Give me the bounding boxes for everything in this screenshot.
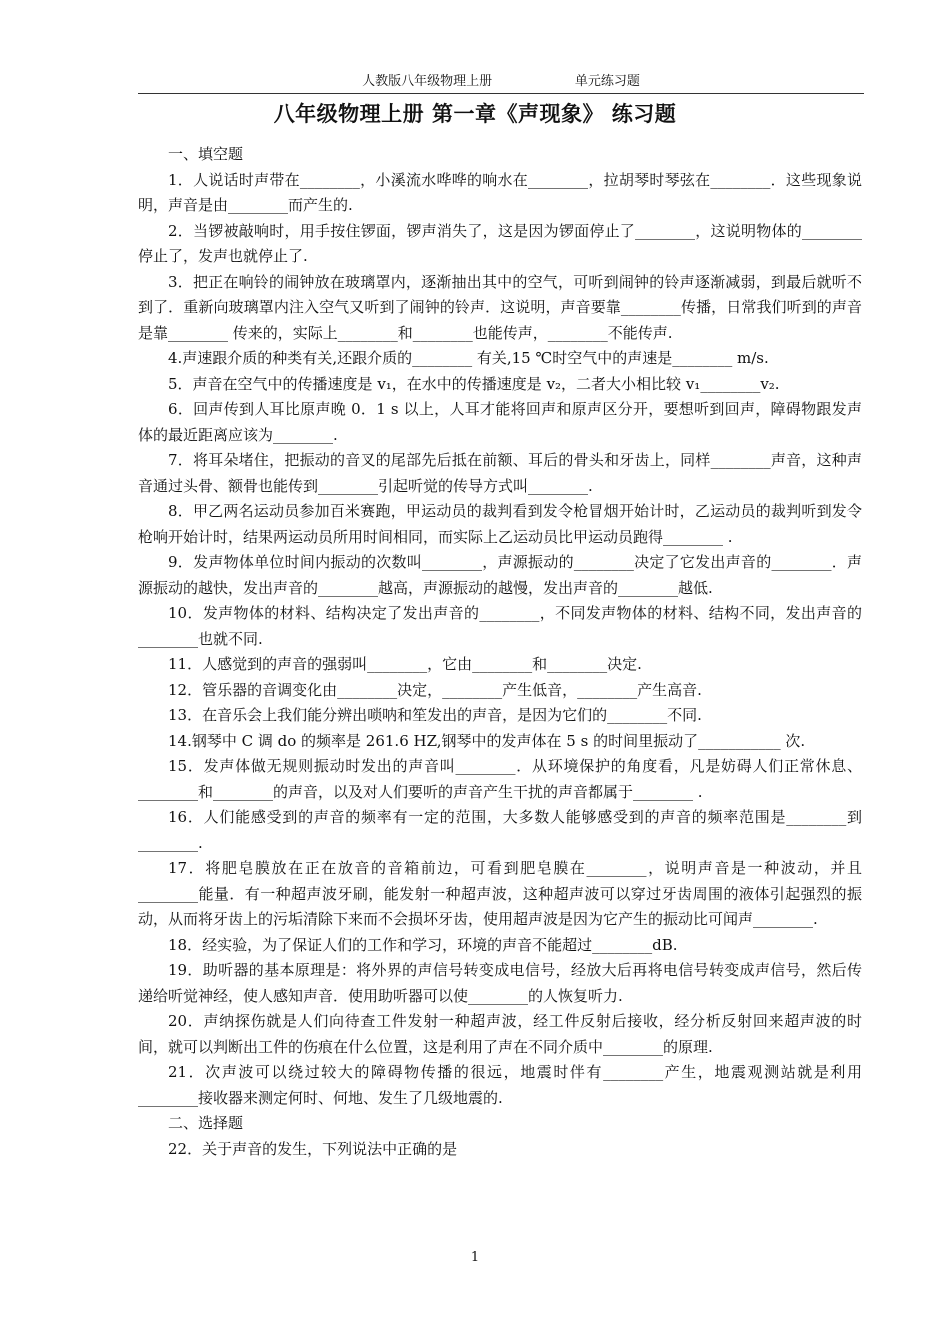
question-4: 4.声速跟介质的种类有关,还跟介质的________ 有关,15 ℃时空气中的声速是________ m/s. [168, 349, 769, 367]
question-18: 18．经实验，为了保证人们的工作和学习，环境的声音不能超过________dB. [168, 935, 678, 954]
document-body [138, 142, 862, 1162]
header-right: 单元练习题 [574, 74, 640, 89]
question-3: 3．把正在响铃的闹钟放在玻璃罩内，逐渐抽出其中的空气，可听到闹钟的铃声逐渐减弱，到最后就听不到了．重新向玻璃罩内注入空气又听到了闹钟的铃声．这说明，声音要靠________传播，日常我们听到的声音是靠________ 传来的，实际上________和________也能传声，________不能传声. [138, 272, 862, 342]
question-9: 9．发声物体单位时间内振动的次数叫________，声源振动的________决定了它发出声音的________．声源振动的越快，发出声音的________越高，声源振动的越慢，发出声音的________越低. [138, 553, 862, 597]
question-17: 17．将肥皂膜放在正在放音的音箱前边，可看到肥皂膜在________，说明声音是一种波动，并且________能量．有一种超声波牙刷，能发射一种超声波，这种超声波可以穿过牙齿周围的液体引起强烈的振动，从而将牙齿上的污垢清除下来而不会损坏牙齿，使用超声波是因为它产生的振动比可闻声________. [138, 859, 862, 928]
question-6: 6．回声传到人耳比原声晚 0．1 s 以上，人耳才能将回声和原声区分开，要想听到回声，障碍物跟发声体的最近距离应该为________. [138, 400, 862, 444]
question-21: 21．次声波可以绕过较大的障碍物传播的很远，地震时伴有________产生，地震观测站就是利用________接收器来测定何时、何地、发生了几级地震的. [138, 1063, 862, 1107]
page-number: 1 [470, 1250, 480, 1265]
question-14: 14.钢琴中 C 调 do 的频率是 261.6 HZ,钢琴中的发声体在 5 s 的时间里振动了___________ 次. [168, 731, 806, 750]
header-left: 人教版八年级物理上册 [362, 74, 493, 89]
question-15: 15．发声体做无规则振动时发出的声音叫________．从环境保护的角度看，凡是妨碍人们正常休息、________和________的声音，以及对人们要听的声音产生干扰的声音都属于________ . [138, 757, 862, 801]
question-19: 19．助听器的基本原理是：将外界的声信号转变成电信号，经放大后再将电信号转变成声信号，然后传递给听觉神经，使人感知声音．使用助听器可以使________的人恢复听力. [138, 961, 862, 1005]
question-12: 12．管乐器的音调变化由________决定，________产生低音，________产生高音. [168, 680, 702, 699]
question-10: 10．发声物体的材料、结构决定了发出声音的________，不同发声物体的材料、结构不同，发出声音的________也就不同. [138, 604, 862, 648]
question-5: 5．声音在空气中的传播速度是 v₁，在水中的传播速度是 v₂，二者大小相比较 v₁________v₂. [168, 374, 780, 393]
question-22: 22．关于声音的发生，下列说法中正确的是 [168, 1139, 458, 1158]
question-13: 13．在音乐会上我们能分辨出唢呐和笙发出的声音，是因为它们的________不同. [168, 706, 702, 724]
running-header [138, 70, 864, 94]
section-choice-heading: 二、选择题 [168, 1114, 244, 1132]
question-7: 7．将耳朵堵住，把振动的音叉的尾部先后抵在前额、耳后的骨头和牙齿上，同样________声音，这种声音通过头骨、额骨也能传到________引起听觉的传导方式叫________. [138, 451, 862, 495]
question-16: 16．人们能感受到的声音的频率有一定的范围，大多数人能够感受到的声音的频率范围是________到________. [138, 808, 862, 852]
question-8: 8．甲乙两名运动员参加百米赛跑，甲运动员的裁判看到发令枪冒烟开始计时，乙运动员的裁判听到发令枪响开始计时，结果两运动员所用时间相同，而实际上乙运动员比甲运动员跑得________ . [138, 502, 862, 546]
question-11: 11．人感觉到的声音的强弱叫________，它由________和________决定. [168, 655, 642, 673]
question-1: 1．人说话时声带在________，小溪流水哗哗的响水在________，拉胡琴时琴弦在________．这些现象说明，声音是由________而产生的. [138, 170, 862, 214]
section-fill-heading: 一、填空题 [168, 145, 244, 163]
question-2: 2．当锣被敲响时，用手按住锣面，锣声消失了，这是因为锣面停止了________，这说明物体的________停止了，发声也就停止了. [138, 221, 862, 265]
question-20: 20．声纳探伤就是人们向待查工件发射一种超声波，经工件反射后接收，经分析反射回来超声波的时间，就可以判断出工件的伤痕在什么位置，这是利用了声在不同介质中________的原理. [138, 1012, 862, 1056]
page-title: 八年级物理上册 第一章《声现象》 练习题 [273, 101, 677, 126]
